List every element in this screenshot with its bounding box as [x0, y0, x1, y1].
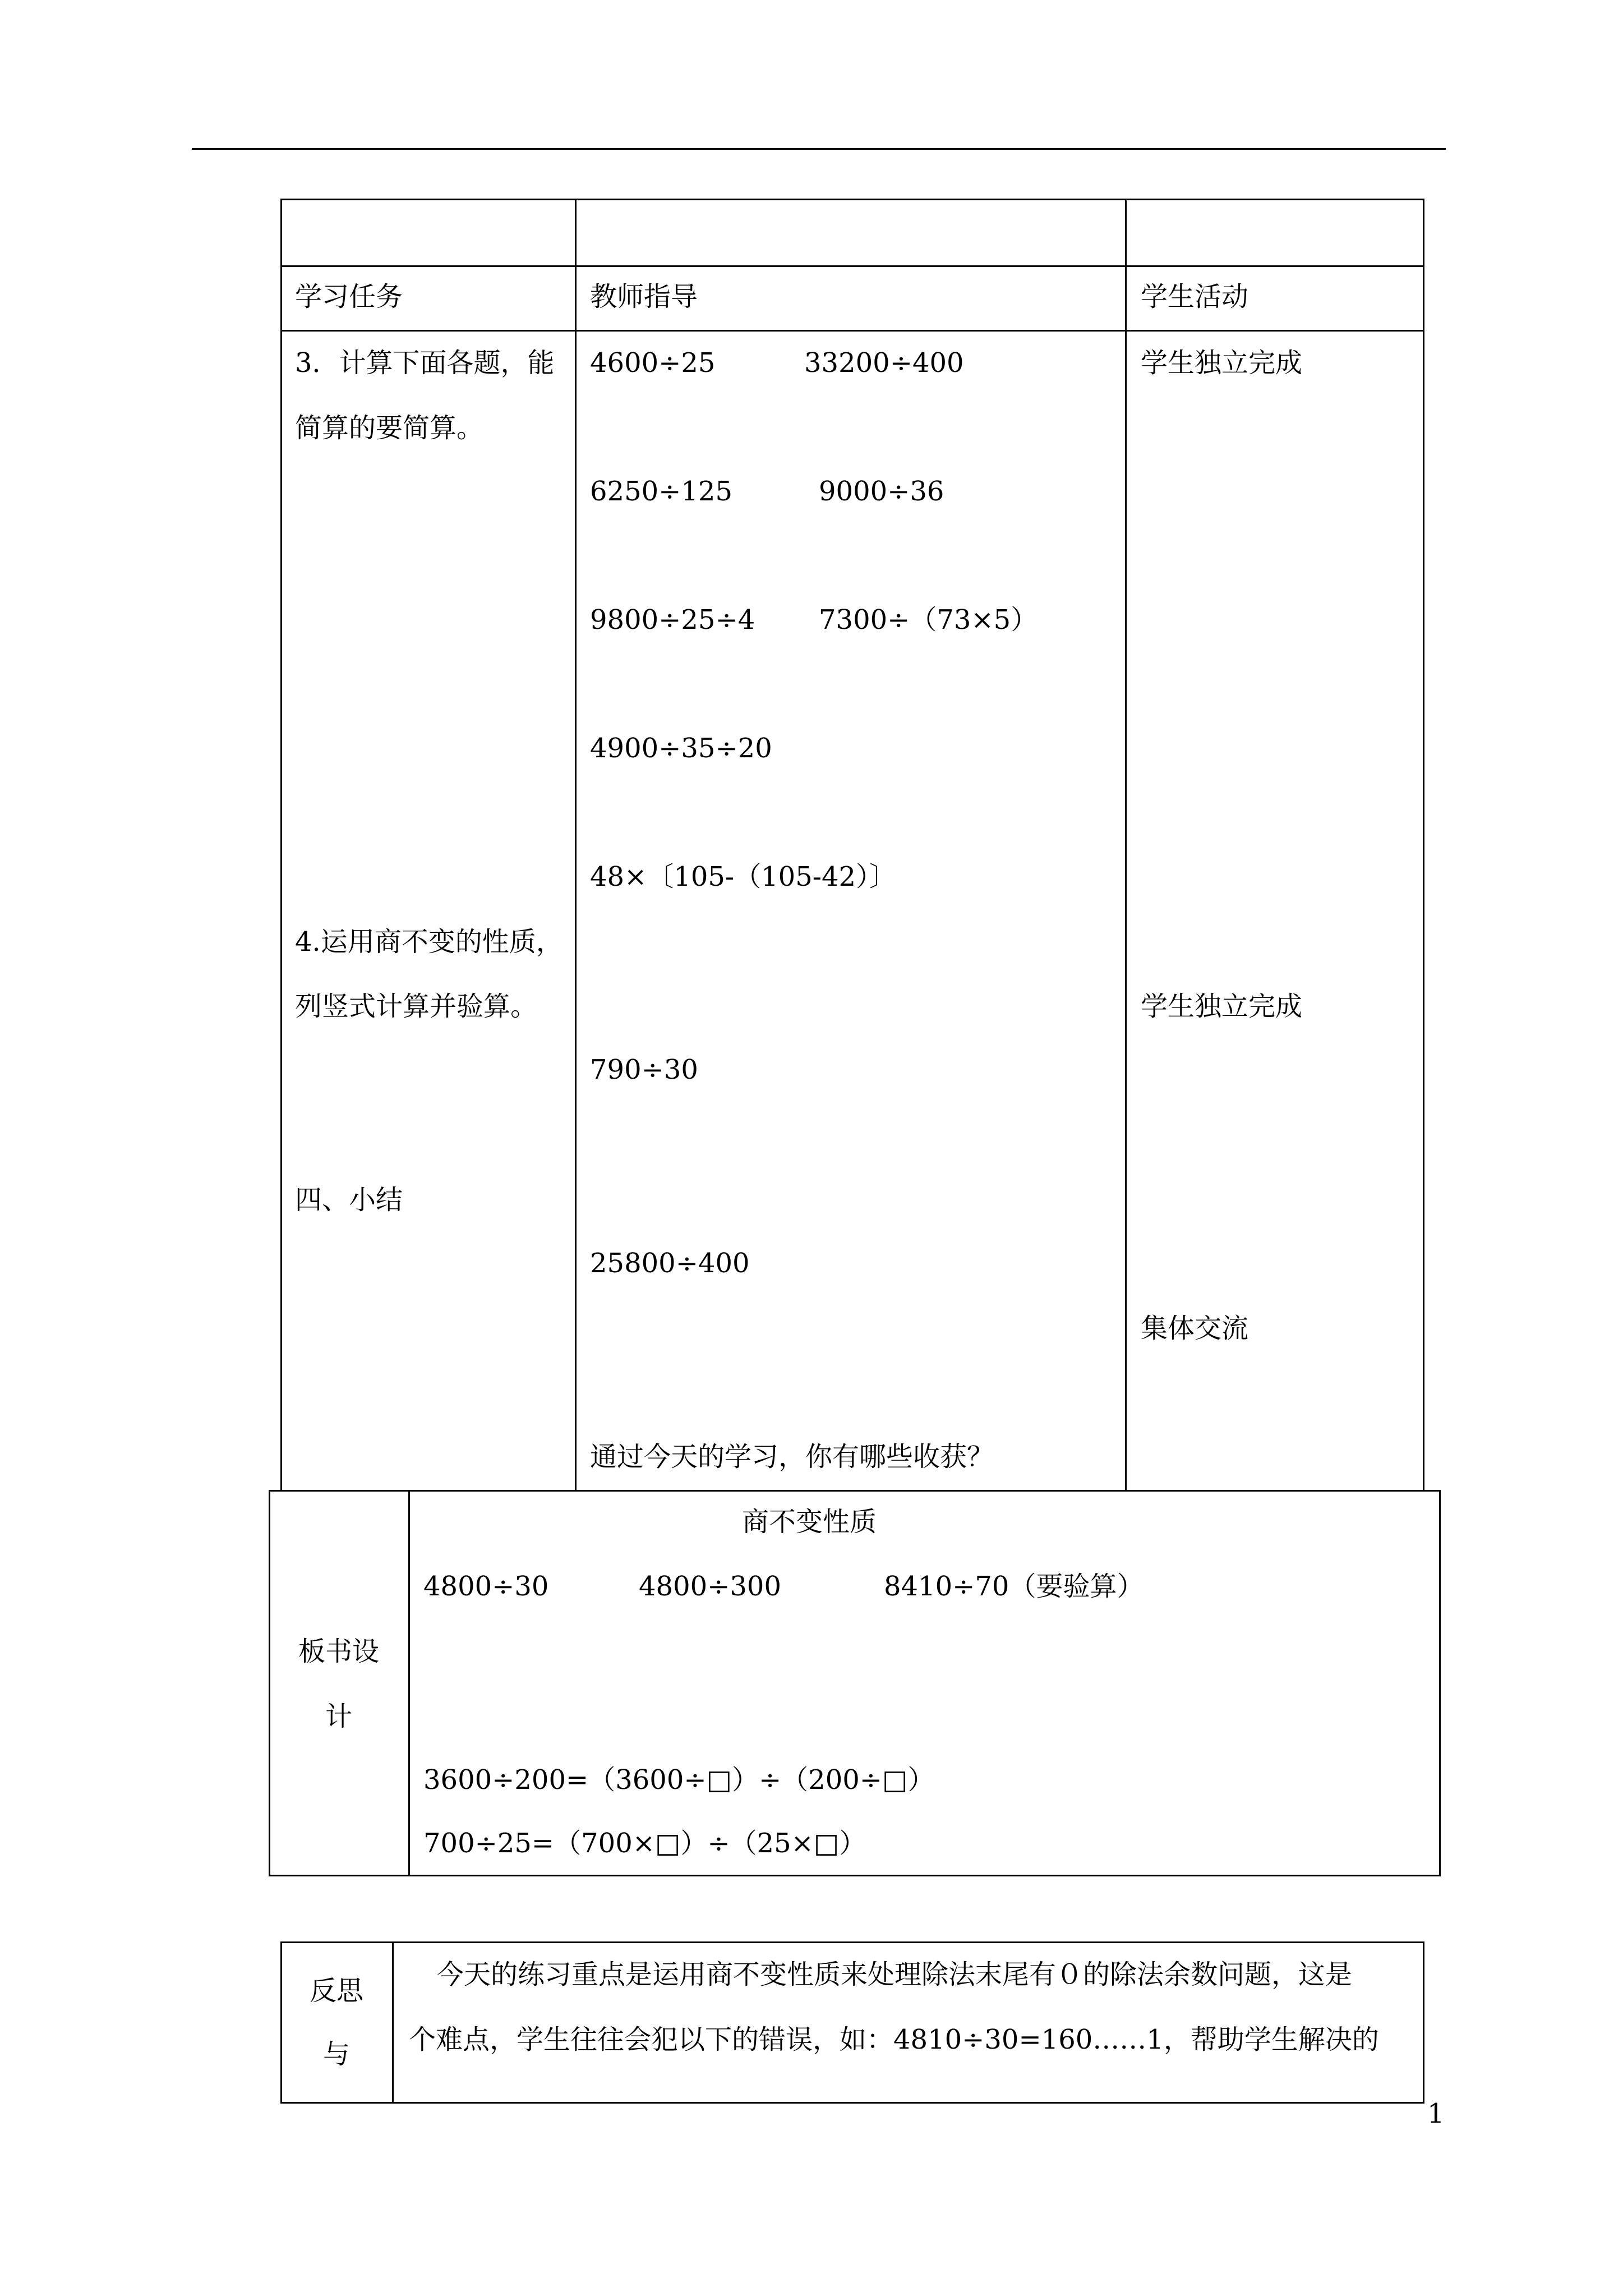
- task-line: 4.运用商不变的性质，: [295, 926, 563, 958]
- column-header-task: 学习任务: [295, 281, 403, 312]
- exercise-expression: 33200÷400: [804, 347, 964, 379]
- lesson-table-border: [280, 199, 1424, 1492]
- board-formula: 700÷25=（700×□）÷（25×□）: [423, 1828, 866, 1859]
- board-design-border: [269, 1490, 1441, 1876]
- board-design-title: 商不变性质: [742, 1506, 877, 1538]
- lesson-table-col-divider: [1125, 199, 1127, 1492]
- board-design-label: 板书设: [298, 1636, 379, 1667]
- summary-question: 通过今天的学习，你有哪些收获？: [590, 1441, 994, 1473]
- header-rule: [192, 148, 1446, 150]
- lesson-table-col-divider: [575, 199, 577, 1492]
- task-line: 四、小结: [295, 1184, 403, 1216]
- reflection-col-divider: [392, 1941, 394, 2104]
- exercise-expression: 6250÷125: [590, 476, 732, 507]
- student-activity: 学生独立完成: [1141, 347, 1303, 379]
- exercise-expression: 4600÷25: [590, 347, 716, 379]
- column-header-teacher: 教师指导: [590, 281, 698, 312]
- reflection-label: 反思: [309, 1975, 363, 2007]
- page-number: 1: [1427, 2098, 1445, 2129]
- exercise-expression: 4900÷35÷20: [590, 733, 772, 764]
- task-line: 3．计算下面各题，能: [295, 347, 555, 379]
- board-design-label: 计: [325, 1701, 352, 1732]
- reflection-text-line: 个难点，学生往往会犯以下的错误，如：4810÷30=160……1，帮助学生解决的: [409, 2024, 1379, 2055]
- reflection-text-line: 今天的练习重点是运用商不变性质来处理除法末尾有０的除法余数问题，这是: [437, 1959, 1353, 1990]
- lesson-table-row-divider: [280, 330, 1424, 332]
- exercise-expression: 48×〔105-（105-42）〕: [590, 861, 897, 892]
- reflection-label: 与: [322, 2039, 350, 2070]
- column-header-student: 学生活动: [1141, 281, 1249, 312]
- board-example: 4800÷30: [423, 1571, 549, 1602]
- exercise-expression: 790÷30: [590, 1054, 698, 1085]
- exercise-expression: 9800÷25÷4: [590, 604, 755, 636]
- board-formula: 3600÷200=（3600÷□）÷（200÷□）: [423, 1764, 935, 1796]
- student-activity: 集体交流: [1141, 1313, 1249, 1344]
- exercise-expression: 25800÷400: [590, 1248, 750, 1279]
- task-line: 列竖式计算并验算。: [295, 991, 538, 1022]
- exercise-expression: 9000÷36: [819, 476, 944, 507]
- student-activity: 学生独立完成: [1141, 991, 1303, 1022]
- lesson-table-row-divider: [280, 265, 1424, 267]
- task-line: 简算的要简算。: [295, 412, 484, 444]
- board-design-col-divider: [408, 1490, 410, 1876]
- exercise-expression: 7300÷（73×5）: [819, 604, 1038, 636]
- board-example: 4800÷300: [639, 1571, 781, 1602]
- board-example: 8410÷70（要验算）: [884, 1571, 1144, 1602]
